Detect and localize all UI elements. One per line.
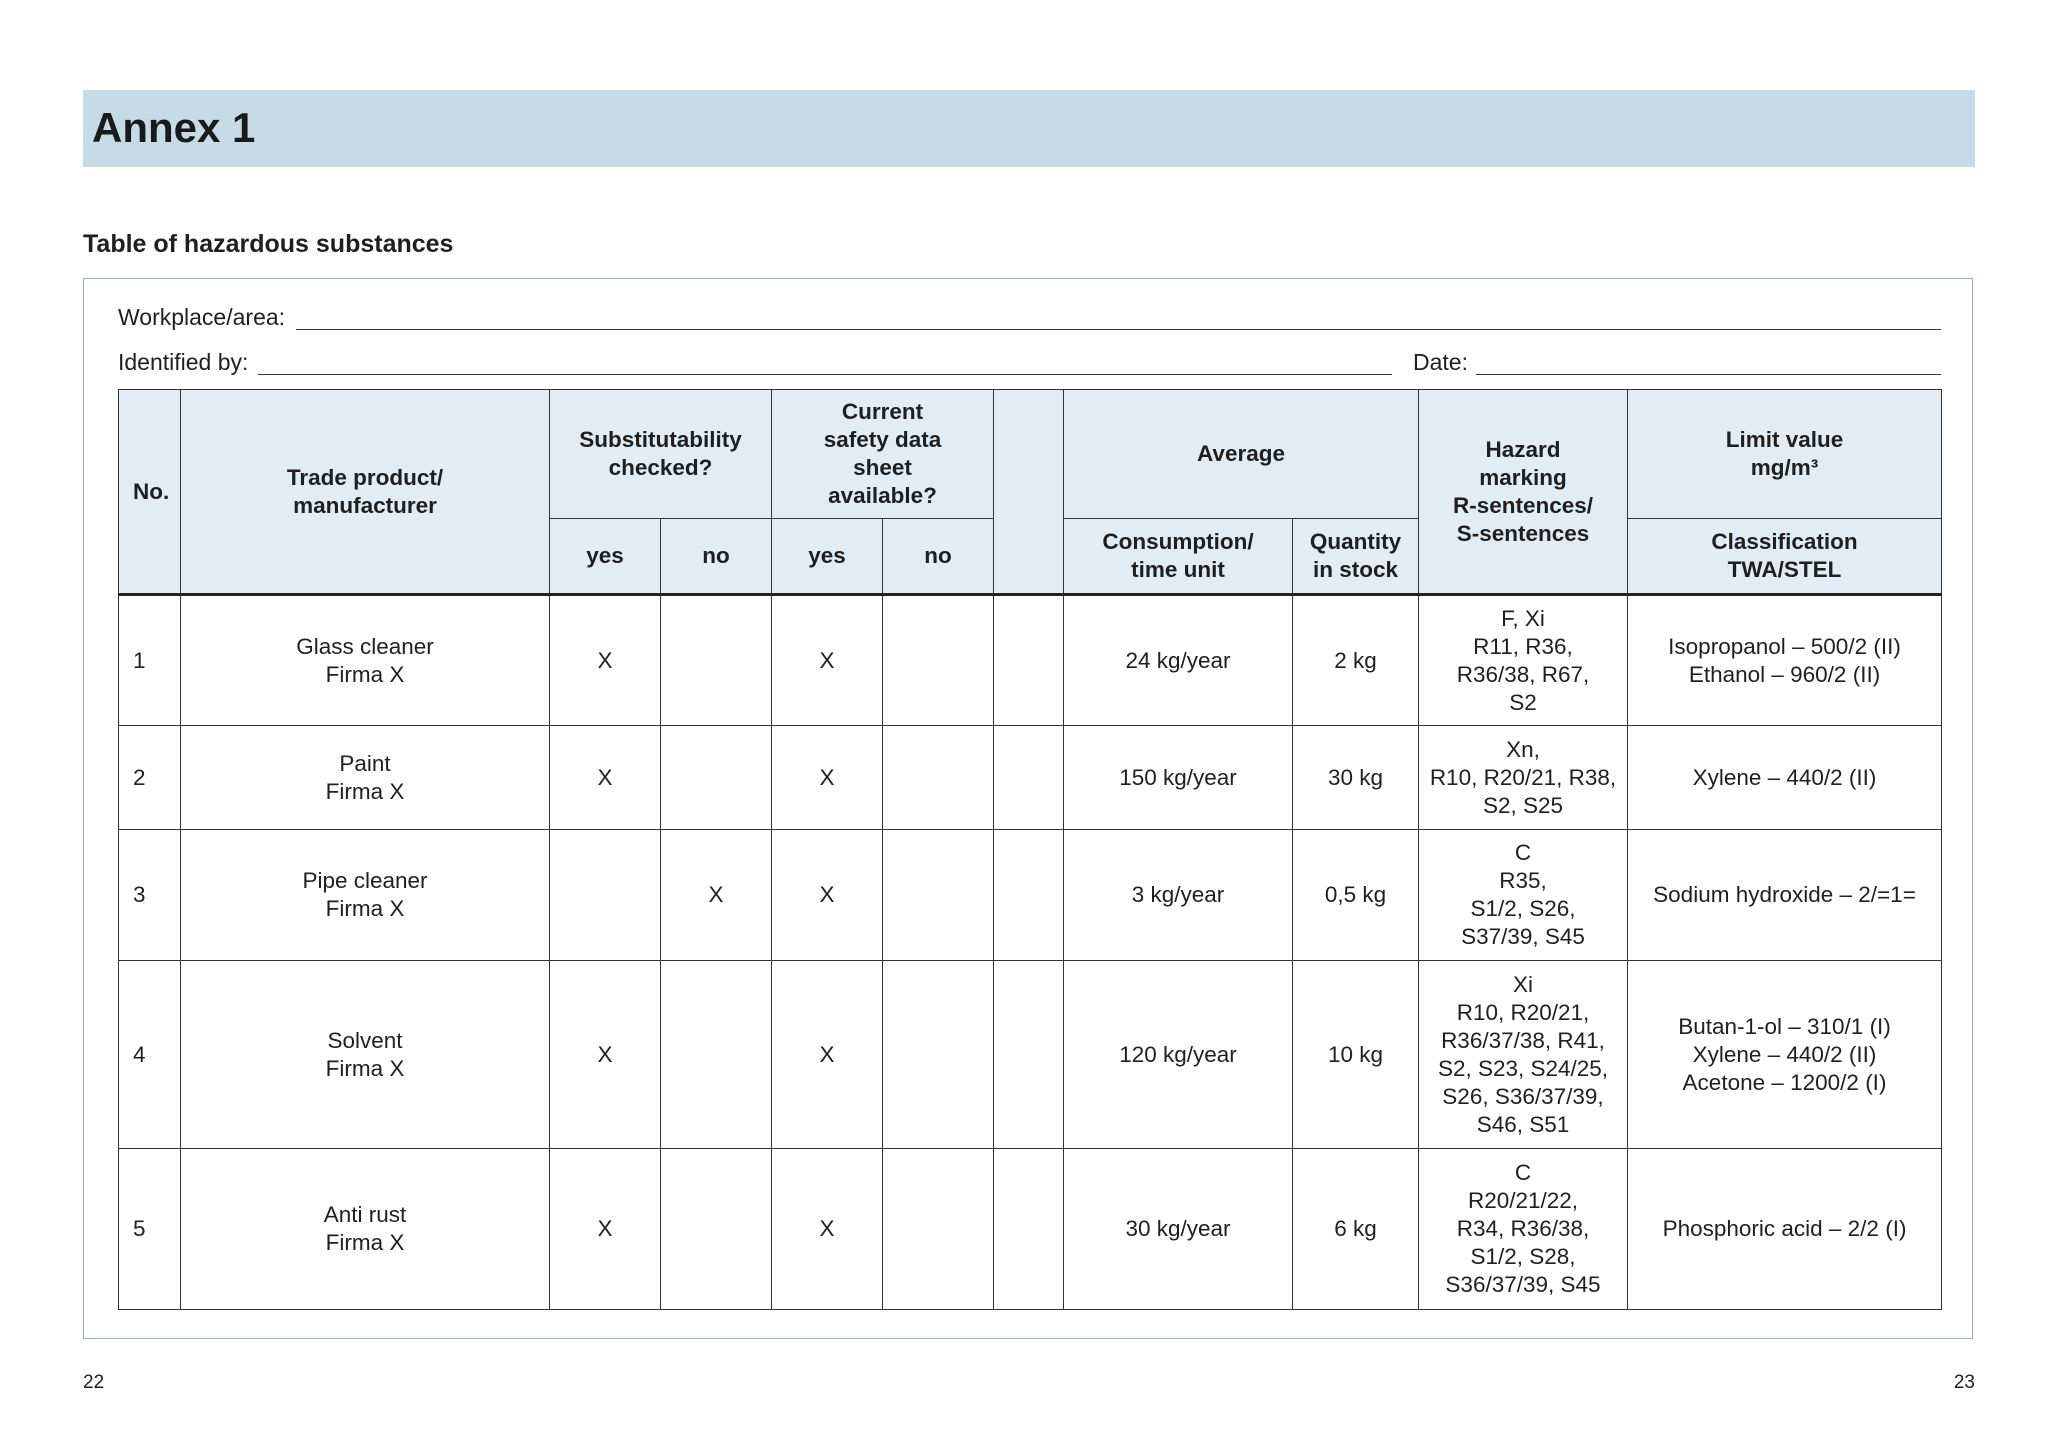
- cell-no: 5: [119, 1149, 181, 1310]
- cell-sds-no: [883, 595, 994, 726]
- cell-stock: 6 kg: [1293, 1149, 1419, 1310]
- cell-hazard: F, Xi R11, R36, R36/38, R67, S2: [1419, 595, 1628, 726]
- cell-hazard: C R35, S1/2, S26, S37/39, S45: [1419, 830, 1628, 961]
- cell-consumption: 3 kg/year: [1064, 830, 1293, 961]
- date-input-line[interactable]: [1476, 374, 1941, 375]
- cell-product: Anti rust Firma X: [181, 1149, 550, 1310]
- cell-sub-yes: [550, 830, 661, 961]
- header-substitutability: Substitutability checked?: [550, 390, 772, 519]
- workplace-field: [118, 304, 1941, 334]
- cell-stock: 10 kg: [1293, 961, 1419, 1149]
- header-trade-product: Trade product/ manufacturer: [181, 390, 550, 595]
- cell-product: Pipe cleaner Firma X: [181, 830, 550, 961]
- header-limit-value: Limit value mg/m³: [1628, 390, 1942, 519]
- identified-by-label: Identified by:: [118, 349, 249, 375]
- date-label: Date:: [1413, 349, 1468, 375]
- cell-limit: Sodium hydroxide – 2/=1=: [1628, 830, 1942, 961]
- cell-product: Glass cleaner Firma X: [181, 595, 550, 726]
- cell-sds-no: [883, 961, 994, 1149]
- cell-blank: [994, 595, 1064, 726]
- cell-limit: Xylene – 440/2 (II): [1628, 726, 1942, 830]
- cell-stock: 2 kg: [1293, 595, 1419, 726]
- header-safety-data-sheet: Current safety data sheet available?: [772, 390, 994, 519]
- cell-consumption: 30 kg/year: [1064, 1149, 1293, 1310]
- table-row: [119, 1149, 1942, 1310]
- cell-blank: [994, 726, 1064, 830]
- cell-sds-no: [883, 1149, 994, 1310]
- cell-product: Solvent Firma X: [181, 961, 550, 1149]
- cell-consumption: 24 kg/year: [1064, 595, 1293, 726]
- cell-sub-no: [661, 1149, 772, 1310]
- cell-hazard: Xi R10, R20/21, R36/37/38, R41, S2, S23, S24/25, S26, S36/37/39, S46, S51: [1419, 961, 1628, 1149]
- section-title: Table of hazardous substances: [83, 230, 454, 258]
- header-sub-yes: yes: [550, 519, 661, 595]
- header-average: Average: [1064, 390, 1419, 519]
- header-no: No.: [119, 390, 181, 595]
- cell-sds-no: [883, 726, 994, 830]
- header-consumption: Consumption/ time unit: [1064, 519, 1293, 595]
- header-quantity: Quantity in stock: [1293, 519, 1419, 595]
- header-hazard-marking: Hazard marking R-sentences/ S-sentences: [1419, 390, 1628, 595]
- cell-blank: [994, 961, 1064, 1149]
- cell-sds-no: [883, 830, 994, 961]
- cell-consumption: 150 kg/year: [1064, 726, 1293, 830]
- annex-header-bar: [83, 90, 1975, 167]
- cell-no: 1: [119, 595, 181, 726]
- cell-consumption: 120 kg/year: [1064, 961, 1293, 1149]
- cell-hazard: C R20/21/22, R34, R36/38, S1/2, S28, S36/37/39, S45: [1419, 1149, 1628, 1310]
- cell-sds-yes: X: [772, 595, 883, 726]
- cell-blank: [994, 830, 1064, 961]
- identified-field: [118, 349, 1941, 379]
- cell-sub-yes: X: [550, 1149, 661, 1310]
- cell-sub-no: X: [661, 830, 772, 961]
- cell-sds-yes: X: [772, 830, 883, 961]
- cell-limit: Phosphoric acid – 2/2 (I): [1628, 1149, 1942, 1310]
- cell-stock: 30 kg: [1293, 726, 1419, 830]
- header-sds-yes: yes: [772, 519, 883, 595]
- cell-sub-no: [661, 726, 772, 830]
- cell-product: Paint Firma X: [181, 726, 550, 830]
- cell-blank: [994, 1149, 1064, 1310]
- cell-hazard: Xn, R10, R20/21, R38, S2, S25: [1419, 726, 1628, 830]
- header-sds-no: no: [883, 519, 994, 595]
- cell-no: 2: [119, 726, 181, 830]
- cell-sub-yes: X: [550, 961, 661, 1149]
- cell-no: 4: [119, 961, 181, 1149]
- header-classification: Classification TWA/STEL: [1628, 519, 1942, 595]
- cell-sds-yes: X: [772, 961, 883, 1149]
- page-number-left: 22: [83, 1372, 105, 1393]
- page-number-right: 23: [1953, 1372, 1975, 1393]
- workplace-label: Workplace/area:: [118, 304, 286, 330]
- cell-limit: Butan-1-ol – 310/1 (I) Xylene – 440/2 (II) Acetone – 1200/2 (I): [1628, 961, 1942, 1149]
- header-sub-no: no: [661, 519, 772, 595]
- cell-stock: 0,5 kg: [1293, 830, 1419, 961]
- hazardous-substances-table: [118, 389, 1942, 1310]
- cell-sub-yes: X: [550, 595, 661, 726]
- table-row: [119, 961, 1942, 1149]
- header-blank-column: [994, 390, 1064, 595]
- cell-sds-yes: X: [772, 726, 883, 830]
- identified-by-input-line[interactable]: [258, 374, 1392, 375]
- table-row: [119, 830, 1942, 961]
- cell-sub-no: [661, 595, 772, 726]
- cell-sds-yes: X: [772, 1149, 883, 1310]
- table-row: [119, 595, 1942, 726]
- workplace-input-line[interactable]: [296, 329, 1941, 330]
- cell-no: 3: [119, 830, 181, 961]
- cell-limit: Isopropanol – 500/2 (II) Ethanol – 960/2 (II): [1628, 595, 1942, 726]
- table-row: [119, 726, 1942, 830]
- cell-sub-yes: X: [550, 726, 661, 830]
- cell-sub-no: [661, 961, 772, 1149]
- annex-title: Annex 1: [92, 104, 256, 151]
